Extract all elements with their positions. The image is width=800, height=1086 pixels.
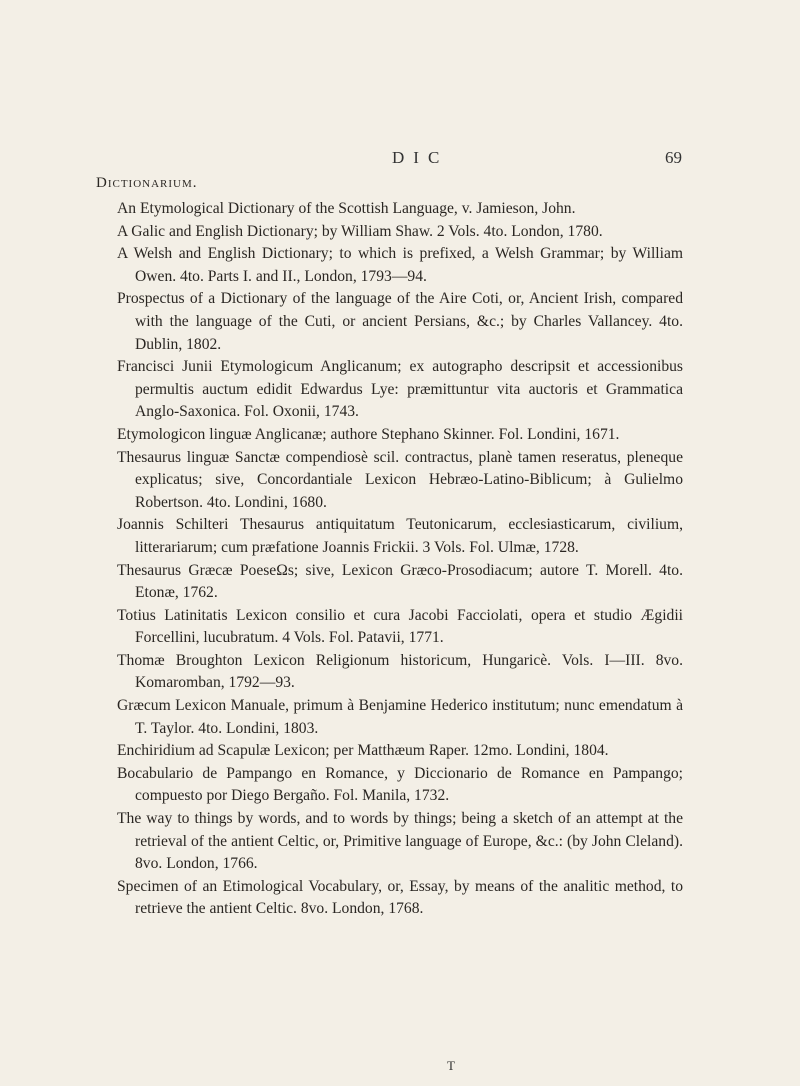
bibliography-entry: Thesaurus Græcæ PoeseΩs; sive, Lexicon Græco-Prosodiacum; autore T. Morell. 4to. Etonæ, 1762. [117, 561, 683, 602]
page-number: 69 [665, 148, 682, 167]
bibliography-entry: A Galic and English Dictionary; by William Shaw. 2 Vols. 4to. London, 1780. [117, 222, 603, 240]
bibliography-entry: Græcum Lexicon Manuale, primum à Benjamine Hederico institutum; nunc emendatum à T. Taylor. 4to. Londini, 1803. [117, 697, 683, 737]
bibliography-entry: Specimen of an Etimological Vocabulary, or, Essay, by means of the analitic method, to retrieve the antient Celtic. 8vo. London, 1768. [117, 877, 683, 918]
bibliography-entry: Etymologicon linguæ Anglicanæ; authore Stephano Skinner. Fol. Londini, 1671. [117, 425, 620, 443]
bibliography-list [117, 198, 683, 921]
running-title: DIC [392, 148, 449, 167]
bibliography-entry: An Etymological Dictionary of the Scottish Language, v. Jamieson, John. [117, 200, 576, 217]
bibliography-entry: Enchiridium ad Scapulæ Lexicon; per Matthæum Raper. 12mo. Londini, 1804. [117, 742, 609, 760]
section-heading: Dictionarium. [96, 175, 198, 191]
bibliography-entry: Bocabulario de Pampango en Romance, y Diccionario de Romance en Pampango; compuesto por Diego Bergaño. Fol. Manila, 1732. [117, 764, 683, 805]
bibliography-entry: A Welsh and English Dictionary; to which is prefixed, a Welsh Grammar; by William Owen. 4to. Parts I. and II., London, 1793—94. [117, 245, 683, 285]
running-head [0, 148, 800, 172]
bibliography-entry: Joannis Schilteri Thesaurus antiquitatum Teutonicarum, ecclesiasticarum, civilium, litterariarum; cum præfatione Joannis Frickii. 3 Vols. Fol. Ulmæ, 1728. [117, 516, 683, 556]
signature-mark: T [447, 1058, 455, 1073]
bibliography-entry: Prospectus of a Dictionary of the language of the Aire Coti, or, Ancient Irish, compared with the language of the Cuti, or ancient Persians, &c.; by Charles Vallancey. 4to. Dublin, 1802. [117, 290, 683, 353]
bibliography-entry: Thesaurus linguæ Sanctæ compendiosè scil. contractus, planè tamen reseratus, pleneque explicatus; sive, Concordantiale Lexicon Hebræo-Latino-Biblicum; à Gulielmo Robertson. 4to. Londini, 1680. [117, 448, 683, 511]
bibliography-entry: The way to things by words, and to words by things; being a sketch of an attempt at the retrieval of the antient Celtic, or, Primitive language of Europe, &c.: (by John Cleland). 8vo. London, 1766. [117, 810, 683, 873]
bibliography-entry: Totius Latinitatis Lexicon consilio et cura Jacobi Facciolati, opera et studio Ægidii Forcellini, lucubratum. 4 Vols. Fol. Patavii, 1771. [117, 606, 683, 647]
bibliography-entry: Thomæ Broughton Lexicon Religionum historicum, Hungaricè. Vols. I—III. 8vo. Komaromban, 1792—93. [117, 651, 683, 692]
bibliography-entry: Francisci Junii Etymologicum Anglicanum; ex autographo descripsit et accessionibus permultis auctum edidit Edwardus Lye: præmittuntur vita auctoris et Grammatica Anglo-Saxonica. Fol. Oxonii, 1743. [117, 358, 683, 421]
